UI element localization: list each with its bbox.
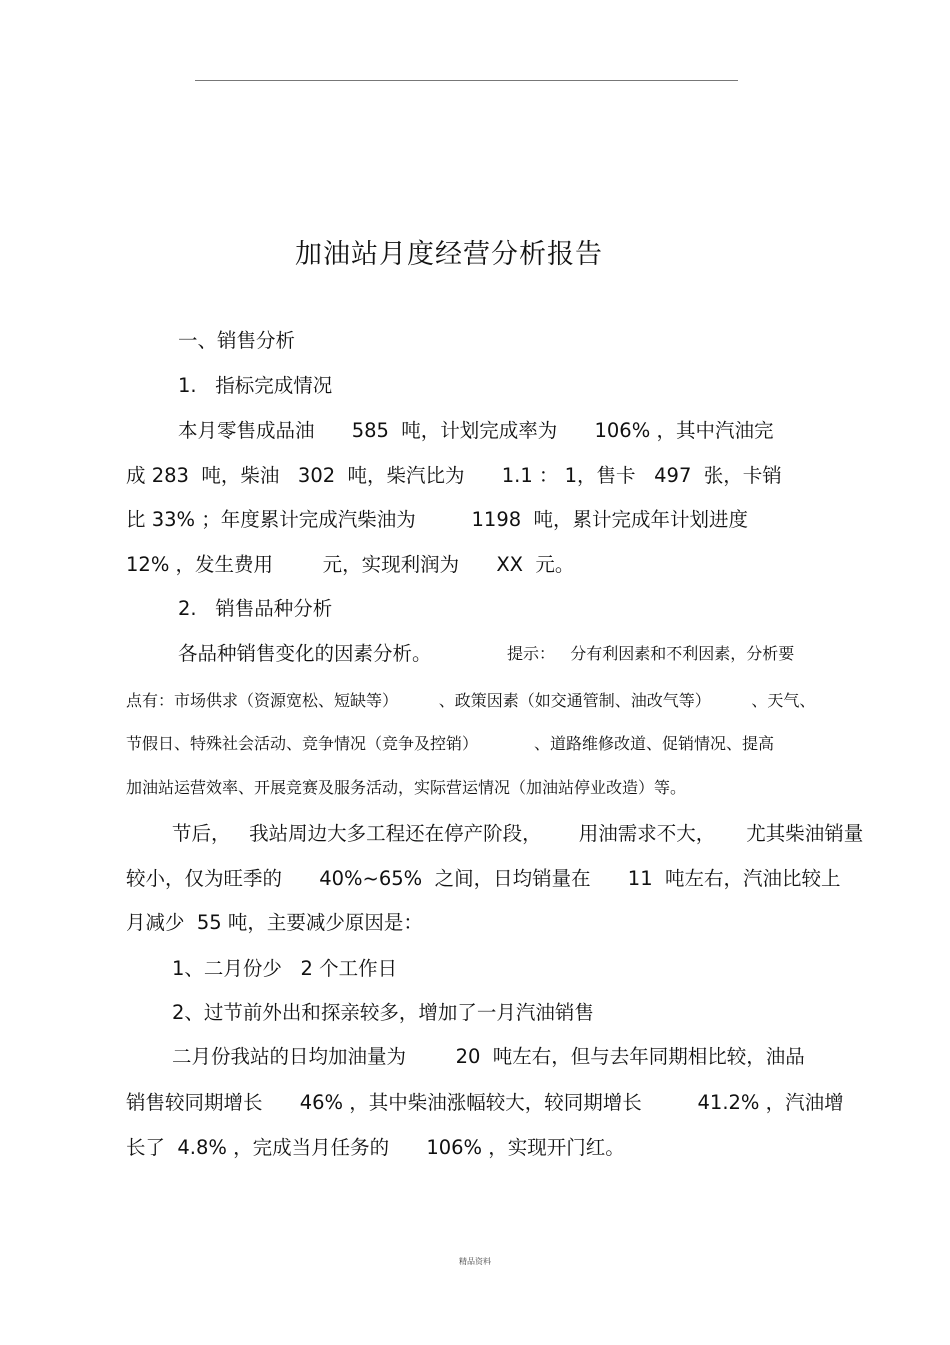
paragraph-line: 比 33% ；年度累计完成汽柴油为 1198 吨，累计完成年计划进度 xyxy=(126,508,749,531)
paragraph-line: 月减少 55 吨，主要减少原因是： xyxy=(126,911,423,934)
paragraph-line: 12% ，发生费用 元，实现利润为 XX 元。 xyxy=(126,553,575,576)
paragraph-line: 销售较同期增长 46% ，其中柴油涨幅较大，较同期增长 41.2% ，汽油增 xyxy=(126,1091,844,1114)
page-footer: 精品资料 xyxy=(459,1257,491,1266)
header-rule xyxy=(195,80,738,81)
hint-text: 提示： 分有利因素和不利因素，分析要 xyxy=(507,644,795,663)
report-title: 加油站月度经营分析报告 xyxy=(295,239,603,270)
paragraph-line: 加油站运营效率、开展竞赛及服务活动，实际营运情况（加油站停业改造）等。 xyxy=(126,778,687,797)
paragraph-line: 较小，仅为旺季的 40%~65% 之间，日均销量在 11 吨左右，汽油比较上 xyxy=(126,867,841,890)
section-heading-sales: 一、销售分析 xyxy=(178,329,296,352)
subheading-targets: 1. 指标完成情况 xyxy=(178,374,333,397)
subheading-varieties: 2. 销售品种分析 xyxy=(178,597,333,620)
paragraph-line: 各品种销售变化的因素分析。 xyxy=(178,642,432,665)
reason-item-1: 1、二月份少 2 个工作日 xyxy=(172,957,398,980)
paragraph-line: 点有：市场供求（资源宽松、短缺等） 、政策因素（如交通管制、油改气等） 、天气、 xyxy=(126,691,816,710)
paragraph-line: 二月份我站的日均加油量为 20 吨左右，但与去年同期相比较，油品 xyxy=(172,1045,805,1068)
paragraph-line: 节后， 我站周边大多工程还在停产阶段， 用油需求不大， 尤其柴油销量 xyxy=(172,822,864,845)
reason-item-2: 2、过节前外出和探亲较多，增加了一月汽油销售 xyxy=(172,1001,594,1024)
paragraph-line: 成 283 吨，柴油 302 吨，柴汽比为 1.1 ： 1，售卡 497 张，卡销 xyxy=(126,464,782,487)
paragraph-line: 长了 4.8% ，完成当月任务的 106% ，实现开门红。 xyxy=(126,1136,625,1159)
paragraph-line: 本月零售成品油 585 吨，计划完成率为 106% ，其中汽油完 xyxy=(178,419,774,442)
paragraph-line: 节假日、特殊社会活动、竞争情况（竞争及控销） 、道路维修改道、促销情况、提高 xyxy=(126,734,774,753)
